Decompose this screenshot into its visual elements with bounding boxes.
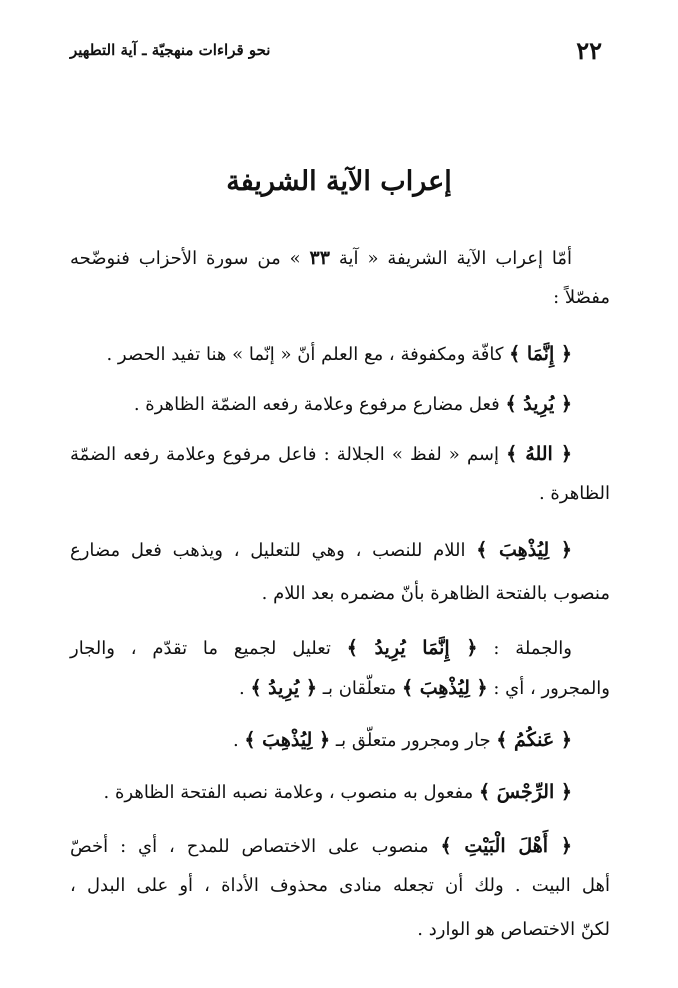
text-span: والمجرور ، أي : [487, 678, 610, 699]
quran-term: ﴿ اللهُ ﴾ [506, 443, 572, 465]
text-span: مفصّلاً : [553, 287, 610, 308]
quran-term: ﴿ لِيُذْهِبَ ﴾ [476, 539, 572, 561]
text-line [70, 866, 610, 906]
text-span: اللام للنصب ، وهي للتعليل ، ويذهب فعل مضارع [70, 540, 477, 561]
quran-term: ﴿ عَنكُمُ ﴾ [496, 729, 572, 751]
text-line [70, 826, 610, 866]
text-line [70, 668, 610, 708]
quran-term: ﴿ لِيُذْهِبَ ﴾ [401, 677, 488, 699]
text-span: مفعول به منصوب ، وعلامة نصبه الفتحة الظاهرة . [103, 782, 479, 803]
text-span: أمّا إعراب الآية الشريفة « آية [329, 248, 572, 269]
text-line [70, 720, 610, 760]
running-title: نحو قراءات منهجيّة ـ آية التطهير [70, 41, 271, 59]
text-span: فعل مضارع مرفوع وعلامة رفعه الضمّة الظاهرة . [133, 394, 506, 415]
quran-term: ﴿ إِنَّمَا ﴾ [509, 343, 572, 365]
text-line [70, 434, 610, 474]
quran-term: ﴿ أَهْلَ الْبَيْتِ ﴾ [440, 835, 572, 857]
text-line [70, 574, 610, 614]
text-span: أهل البيت . ولك أن تجعله منادى محذوف الأداة ، أو على البدل ، [70, 875, 610, 896]
text-span: الظاهرة . [538, 483, 610, 504]
page-number: ٢٢ [576, 35, 602, 65]
text-line [70, 384, 610, 424]
text-span: . [232, 730, 245, 751]
text-span: والجملة : [477, 638, 573, 659]
text-line [70, 278, 610, 318]
text-line [70, 334, 610, 374]
quran-term: ﴿ إِنَّمَا يُرِيدُ ﴾ [346, 637, 478, 659]
text-line [70, 772, 610, 812]
text-span: منصوب على الاختصاص للمدح ، أي : أخصّ [70, 836, 441, 857]
text-span: . [238, 678, 251, 699]
section-title: إعراب الآية الشريفة [226, 166, 452, 197]
quran-term: ﴿ لِيُذْهِبَ ﴾ [244, 729, 331, 751]
text-span: متعلّقان بـ [316, 678, 402, 699]
text-line [70, 628, 610, 668]
text-span: كافّة ومكفوفة ، مع العلم أنّ « إنّما » هنا تفيد الحصر . [106, 344, 510, 365]
text-span: إسم « لفظ » الجلالة : فاعل مرفوع وعلامة رفعه الضمّة [70, 444, 507, 465]
page-header [70, 30, 602, 70]
text-line [70, 530, 610, 570]
quran-term: ﴿ يُرِيدُ ﴾ [250, 677, 317, 699]
text-line [70, 238, 610, 278]
quran-term: ﴿ الرِّجْسَ ﴾ [478, 781, 572, 803]
text-span: لكنّ الاختصاص هو الوارد . [417, 919, 610, 940]
quran-term: ﴿ يُرِيدُ ﴾ [505, 393, 572, 415]
text-span: » من سورة الأحزاب فنوضّحه [70, 248, 310, 269]
text-line [70, 474, 610, 514]
text-span: تعليل لجميع ما تقدّم ، والجار [70, 638, 347, 659]
text-line [70, 910, 610, 950]
quran-term: ٣٣ [309, 247, 330, 269]
text-span: جار ومجرور متعلّق بـ [330, 730, 497, 751]
text-span: منصوب بالفتحة الظاهرة بأنّ مضمره بعد اللام . [261, 583, 610, 604]
